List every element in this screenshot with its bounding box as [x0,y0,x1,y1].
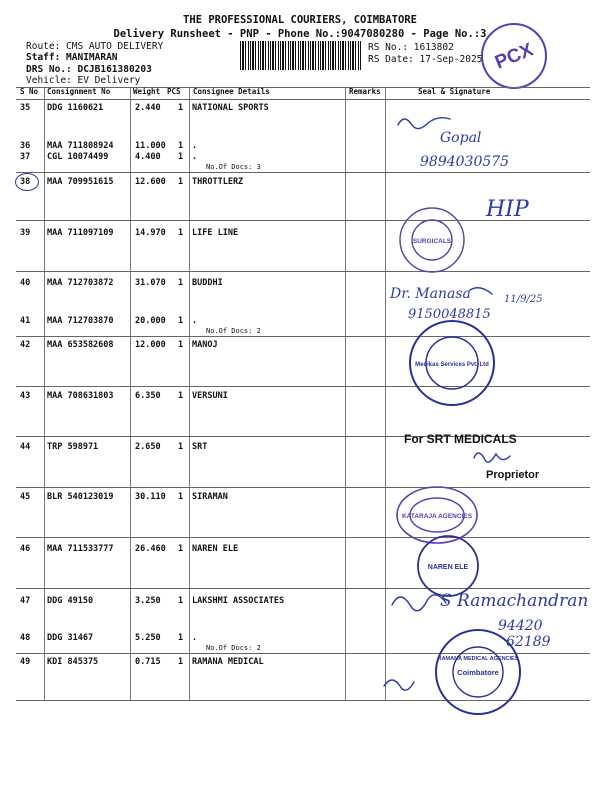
row-sno: 36 [20,141,31,151]
row-weight: 3.250 [135,596,161,606]
signature-scribble [392,595,446,611]
seal-city-text: Coimbatore [457,668,499,677]
row-consignee: LAKSHMI ASSOCIATES [192,596,285,606]
row-consignee: SRT [192,442,208,452]
col-pcs: PCS [167,87,181,96]
row-consignee: VERSUNI [192,391,228,401]
row-sno: 43 [20,391,31,401]
seal-line-text: For SRT MEDICALS [404,432,517,446]
row-pcs: 1 [178,596,184,606]
row-sno: 41 [20,316,31,326]
row-pcs: 1 [178,141,184,151]
handwritten-number: 94420 [498,618,543,634]
row-consignment: DDG 31467 [47,633,94,643]
handwritten-name: Dr. Manasa [390,286,471,302]
row-consignment: DDG 1160621 [47,103,104,113]
row-consignment: MAA 709951615 [47,177,114,187]
row-weight: 31.070 [135,278,166,288]
row-consignment: MAA 708631803 [47,391,114,401]
handwritten-name: Gopal [440,130,482,146]
row-sno: 45 [20,492,31,502]
row-consignment: MAA 712703870 [47,316,114,326]
route-label: Route: CMS AUTO DELIVERY [26,41,164,52]
row-pcs: 1 [178,316,184,326]
row-weight: 0.715 [135,657,161,667]
row-sno: 47 [20,596,31,606]
row-pcs: 1 [178,177,184,187]
row-weight: 2.440 [135,103,161,113]
handwritten-number: 62189 [506,634,551,650]
runsheet-subtitle: Delivery Runsheet - PNP - Phone No.:9047080280 - Page No.:3 [113,28,487,40]
row-sno: 48 [20,633,31,643]
company-title: THE PROFESSIONAL COURIERS, COIMBATORE [183,14,417,26]
row-weight: 30.110 [135,492,166,502]
row-consignee: LIFE LINE [192,228,239,238]
row-consignee: SIRAMAN [192,492,228,502]
row-consignee: NAREN ELE [192,544,239,554]
row-pcs: 1 [178,340,184,350]
row-pcs: 1 [178,152,184,162]
row-consignee: THROTTLERZ [192,177,244,187]
row-consignee: . [192,316,198,326]
row-consignee: BUDDHI [192,278,223,288]
seal-text: RAMANA MEDICAL AGENCIES [437,656,519,662]
row-sno: 40 [20,278,31,288]
row-consignment: MAA 711533777 [47,544,114,554]
row-consignment: BLR 540123019 [47,492,114,502]
row-sno: 46 [20,544,31,554]
col-remarks: Remarks [349,87,381,96]
row-sno: 37 [20,152,31,162]
row-weight: 14.970 [135,228,166,238]
row-consignment: CGL 10074499 [47,152,109,162]
row-consignment: DDG 49150 [47,596,94,606]
row-weight: 6.350 [135,391,161,401]
row-sno: 49 [20,657,31,667]
row-sno: 38 [20,177,31,187]
handwritten-phone: 9894030575 [420,154,510,170]
drs-number: DRS No.: DCJB161380203 [26,64,152,75]
staff-label: Staff: MANIMARAN [26,52,118,63]
row-consignee: MANOJ [192,340,218,350]
row-consignee: . [192,141,198,151]
row-consignee: NATIONAL SPORTS [192,103,269,113]
handwritten-date: 11/9/25 [504,294,543,305]
row-consignee: . [192,152,198,162]
row-pcs: 1 [178,442,184,452]
row-consignee: RAMANA MEDICAL [192,657,264,667]
row-docs-count: No.Of Docs: 2 [206,644,261,652]
row-weight: 12.000 [135,340,166,350]
row-pcs: 1 [178,228,184,238]
signature-scribble [470,288,492,294]
rs-number: RS No.: 1613802 [368,42,454,53]
row-pcs: 1 [178,657,184,667]
row-weight: 11.000 [135,141,166,151]
handwritten-phone: 9150048815 [408,307,491,322]
signature-scribble [474,453,510,462]
row-weight: 12.600 [135,177,166,187]
signature-scribble [384,680,414,690]
row-pcs: 1 [178,391,184,401]
col-consignment: Consignment No [47,87,111,96]
seal-text: Medikas Services Pvt. Ltd [415,362,489,368]
row-pcs: 1 [178,278,184,288]
row-pcs: 1 [178,544,184,554]
row-sno: 35 [20,103,31,113]
row-sno: 39 [20,228,31,238]
row-weight: 4.400 [135,152,161,162]
handwritten-name: S Ramachandran [440,591,589,611]
seal-text: KATARAJA AGENCIES [401,513,473,520]
row-consignment: MAA 712703872 [47,278,114,288]
pcx-stamp-text: PCX [492,39,537,74]
row-consignment: KDI 845375 [47,657,99,667]
row-weight: 2.650 [135,442,161,452]
row-consignment: MAA 711808924 [47,141,114,151]
row-weight: 5.250 [135,633,161,643]
row-weight: 20.000 [135,316,166,326]
row-consignment: MAA 653582608 [47,340,114,350]
row-consignment: MAA 711097109 [47,228,114,238]
handwritten-mark: HIP [486,197,529,222]
row-docs-count: No.Of Docs: 3 [206,163,261,171]
row-pcs: 1 [178,103,184,113]
vehicle-label: Vehicle: EV Delivery [26,75,141,86]
row-sno: 44 [20,442,31,452]
proprietor-text: Proprietor [486,469,540,481]
col-consignee: Consignee Details [193,87,270,96]
seal-text: SURGICALS [412,238,452,245]
row-weight: 26.460 [135,544,166,554]
rs-date: RS Date: 17-Sep-2025 [368,54,483,65]
row-consignment: TRP 598971 [47,442,99,452]
row-consignee: . [192,633,198,643]
seal-text: NAREN ELE [427,564,469,571]
signature-scribble [398,118,450,129]
col-weight: Weight [133,87,161,96]
row-pcs: 1 [178,633,184,643]
row-pcs: 1 [178,492,184,502]
row-docs-count: No.Of Docs: 2 [206,327,261,335]
col-seal: Seal & Signature [418,87,491,96]
col-sno: S No [20,87,39,96]
row-sno: 42 [20,340,31,350]
